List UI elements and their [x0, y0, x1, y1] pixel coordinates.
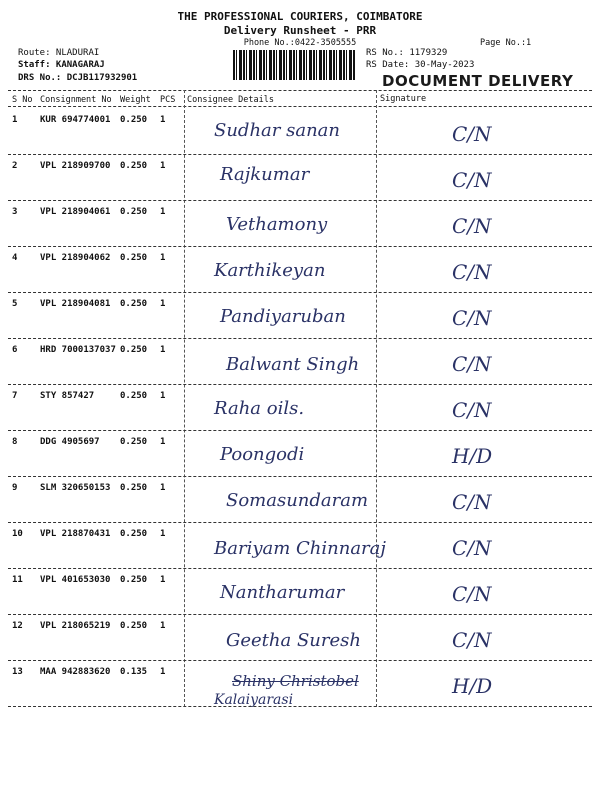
row-sno: 6 — [12, 345, 18, 355]
col-consignment: Consignment No — [40, 95, 112, 105]
row-weight: 0.250 — [120, 299, 148, 309]
row-weight: 0.250 — [120, 529, 148, 539]
row-divider — [8, 614, 592, 615]
row-consignment-no: KUR 694774001 — [40, 115, 111, 125]
row-consignment-no: VPL 218065219 — [40, 621, 111, 631]
row-sno: 2 — [12, 161, 18, 171]
row-divider — [8, 430, 592, 431]
row-pcs: 1 — [160, 391, 166, 401]
row-signature: C/N — [452, 122, 492, 146]
row-consignee-name: Bariyam Chinnaraj — [214, 538, 386, 559]
row-weight: 0.250 — [120, 345, 148, 355]
col-sno: S No — [12, 95, 33, 105]
row-consignee-name: Geetha Suresh — [226, 630, 361, 651]
row-consignee-name-2: Kalaiyarasi — [214, 692, 294, 708]
rs-date: RS Date: 30-May-2023 — [366, 60, 475, 70]
row-sno: 8 — [12, 437, 18, 447]
row-signature: C/N — [452, 214, 492, 238]
row-sno: 10 — [12, 529, 23, 539]
row-divider — [8, 246, 592, 247]
row-weight: 0.250 — [120, 575, 148, 585]
row-pcs: 1 — [160, 207, 166, 217]
row-sno: 5 — [12, 299, 18, 309]
header-top-rule — [8, 90, 592, 91]
header-bottom-rule — [8, 106, 592, 107]
row-consignment-no: VPL 218904062 — [40, 253, 111, 263]
row-divider — [8, 154, 592, 155]
row-divider — [8, 384, 592, 385]
row-consignment-no: VPL 218904061 — [40, 207, 111, 217]
row-consignee-name: Somasundaram — [226, 490, 369, 511]
row-consignee-name: Sudhar sanan — [214, 120, 340, 141]
row-signature: C/N — [452, 536, 492, 560]
row-signature: C/N — [452, 490, 492, 514]
row-pcs: 1 — [160, 667, 166, 677]
row-signature: C/N — [452, 398, 492, 422]
row-pcs: 1 — [160, 299, 166, 309]
row-pcs: 1 — [160, 621, 166, 631]
barcode — [233, 50, 355, 80]
row-divider — [8, 568, 592, 569]
row-weight: 0.135 — [120, 667, 148, 677]
row-signature: H/D — [452, 674, 493, 698]
row-weight: 0.250 — [120, 161, 148, 171]
row-signature: C/N — [452, 306, 492, 330]
row-consignment-no: VPL 218909700 — [40, 161, 111, 171]
row-pcs: 1 — [160, 345, 166, 355]
phone-number: Phone No.:0422-3505555 — [243, 38, 357, 48]
row-consignee-name: Nantharumar — [220, 582, 345, 603]
col-signature: Signature — [380, 94, 427, 104]
row-weight: 0.250 — [120, 207, 148, 217]
drs-number: DRS No.: DCJB117932901 — [18, 73, 138, 83]
row-consignment-no: DDG 4905697 — [40, 437, 100, 447]
row-divider — [8, 476, 592, 477]
row-divider — [8, 200, 592, 201]
row-pcs: 1 — [160, 115, 166, 125]
row-consignment-no: VPL 401653030 — [40, 575, 111, 585]
row-pcs: 1 — [160, 253, 166, 263]
row-signature: C/N — [452, 628, 492, 652]
col-consignee: Consignee Details — [187, 95, 274, 105]
row-sno: 13 — [12, 667, 23, 677]
row-consignee-name: Vethamony — [226, 214, 328, 235]
col-weight: Weight — [120, 95, 151, 105]
rs-number: RS No.: 1179329 — [366, 48, 448, 58]
row-consignment-no: SLM 320650153 — [40, 483, 111, 493]
row-weight: 0.250 — [120, 483, 148, 493]
row-divider — [8, 706, 592, 707]
row-consignment-no: HRD 7000137037 — [40, 345, 116, 355]
row-signature: C/N — [452, 260, 492, 284]
row-sno: 9 — [12, 483, 18, 493]
row-sno: 11 — [12, 575, 23, 585]
row-consignee-name: Raha oils. — [214, 398, 305, 419]
row-weight: 0.250 — [120, 621, 148, 631]
row-pcs: 1 — [160, 437, 166, 447]
row-sno: 7 — [12, 391, 18, 401]
row-consignment-no: STY 857427 — [40, 391, 95, 401]
row-weight: 0.250 — [120, 391, 148, 401]
row-pcs: 1 — [160, 575, 166, 585]
staff: Staff: KANAGARAJ — [18, 60, 105, 70]
row-pcs: 1 — [160, 161, 166, 171]
col-pcs: PCS — [160, 95, 176, 105]
document-delivery-stamp: DOCUMENT DELIVERY — [382, 72, 574, 90]
row-consignment-no: VPL 218904081 — [40, 299, 111, 309]
row-sno: 1 — [12, 115, 18, 125]
row-pcs: 1 — [160, 483, 166, 493]
row-divider — [8, 338, 592, 339]
row-divider — [8, 292, 592, 293]
row-signature: H/D — [452, 444, 493, 468]
row-consignee-name: Shiny Christobel — [232, 672, 359, 690]
row-consignee-name: Rajkumar — [220, 164, 310, 185]
row-weight: 0.250 — [120, 115, 148, 125]
row-sno: 12 — [12, 621, 23, 631]
route: Route: NLADURAI — [18, 48, 100, 58]
row-consignee-name: Pandiyaruban — [220, 306, 346, 327]
page-number: Page No.:1 — [480, 38, 532, 48]
row-sno: 3 — [12, 207, 18, 217]
row-weight: 0.250 — [120, 253, 148, 263]
row-sno: 4 — [12, 253, 18, 263]
row-divider — [8, 522, 592, 523]
row-pcs: 1 — [160, 529, 166, 539]
row-consignee-name: Karthikeyan — [214, 260, 326, 281]
row-consignee-name: Poongodi — [220, 444, 305, 465]
company-title: THE PROFESSIONAL COURIERS, COIMBATORE — [177, 10, 423, 23]
row-consignment-no: VPL 218870431 — [40, 529, 111, 539]
row-divider — [8, 660, 592, 661]
row-signature: C/N — [452, 582, 492, 606]
row-signature: C/N — [452, 168, 492, 192]
row-consignee-name: Balwant Singh — [226, 354, 360, 375]
row-weight: 0.250 — [120, 437, 148, 447]
row-signature: C/N — [452, 352, 492, 376]
row-consignment-no: MAA 942883620 — [40, 667, 111, 677]
runsheet-subtitle: Delivery Runsheet - PRR — [223, 24, 377, 37]
